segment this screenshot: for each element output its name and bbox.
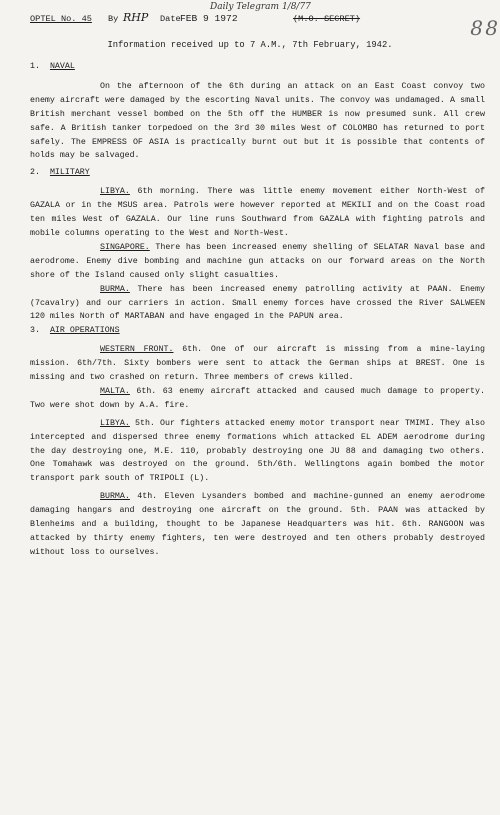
western-front-text: 6th. One of our aircraft is missing from a mine-laying mission. 6th/7th. Sixty bombers were sent to attack the German ships at BREST. One is missing and two crashed on return. Three members of crews killed. (30, 345, 485, 383)
burma-heading: BURMA. (100, 284, 130, 294)
by-initials: RHP (123, 11, 149, 24)
section-title: MILITARY (49, 168, 90, 178)
air-libya-paragraph (30, 417, 485, 487)
margin-note: 8 8 (470, 16, 496, 40)
information-line: Information received up to 7 A.M., 7th February, 1942. (107, 40, 393, 50)
section-air-heading (30, 324, 485, 338)
section-naval-heading (30, 60, 485, 74)
burma-text: There has been increased enemy patrolling activity at PAAN. Enemy (7cavalry) and our carriers in action. Small enemy forces have crossed the River SALWEEN 120 miles North of MARTABAN and have engaged in the PAPUN area. (30, 284, 485, 322)
document-body (30, 60, 485, 560)
military-libya-paragraph (30, 185, 485, 241)
singapore-text: There has been increased enemy shelling of SELATAR Naval base and aerodrome. Enemy dive bombing and machine gun attacks on our forward areas on the North shore of the Island caused only slight casualties. (30, 242, 485, 280)
air-malta-paragraph (30, 385, 485, 413)
air-libya-text: 5th. Our fighters attacked enemy motor transport near TMIMI. They also intercepted and dispersed three enemy formations which attacked EL ADEM aerodrome during the day destroying one, M.E. 110, probably destroying one JU 88 and damaging two others. One Tomahawk was destroyed on the ground. 5th/6th. Wellingtons again bombed the motor transport park south of TRIPOLI (L). (30, 418, 485, 484)
section-title: NAVAL (49, 62, 75, 71)
singapore-heading: SINGAPORE. (100, 242, 150, 252)
section-number: 1. (30, 62, 40, 71)
date-label: Date (160, 14, 181, 24)
air-burma-text: 4th. Eleven Lysanders bombed and machine-gunned an enemy aerodrome damaging hangars and destroying one aircraft on the ground. 5th. PAAN was attacked by Blenheims and a building, thought to be Japanese Headquarters was hit. 6th. RANGOON was attacked by thirty enemy fighters, ten were destroyed and ten others probably destroyed without loss to ourselves. (30, 492, 485, 557)
section-title: AIR OPERATIONS (49, 326, 120, 336)
classification-marking: (M.O. SECRET) (293, 14, 361, 24)
malta-heading: MALTA. (100, 386, 130, 396)
section-number: 2. (30, 168, 40, 178)
air-libya-heading: LIBYA. (100, 418, 130, 428)
handwritten-scrawl: Daily Telegram 1/8/77 (210, 2, 311, 12)
air-burma-heading: BURMA. (100, 492, 130, 502)
malta-text: 6th. 63 enemy aircraft attacked and caused much damage to property. Two were shot down by A.A. fire. (30, 386, 485, 410)
military-burma-paragraph (30, 283, 485, 325)
header-row (30, 11, 500, 32)
military-singapore-paragraph (30, 241, 485, 283)
libya-heading: LIBYA. (100, 187, 130, 197)
western-front-heading: WESTERN FRONT. (100, 345, 174, 355)
section-number: 3. (30, 326, 40, 336)
date-stamp: FEB 9 1972 (180, 13, 238, 24)
section-military-heading (30, 166, 485, 180)
libya-text: 6th morning. There was little enemy movement either North-West of GAZALA or in the MSUS area. Patrols were however reported at MEKILI and on the Coast road ten miles West of GAZALA. Our line runs Southward from GAZALA with fighting patrols and mobile columns operating to the West and North-West. (30, 187, 485, 238)
air-burma-paragraph (30, 490, 485, 560)
air-western-front-paragraph (30, 343, 485, 385)
by-label: By (108, 14, 119, 24)
optel-number: OPTEL No. 45 (30, 14, 92, 24)
naval-paragraph: On the afternoon of the 6th during an attack on an East Coast convoy two enemy aircraft were damaged by the escorting Naval units. The convoy was undamaged. A small British merchant vessel bombed on the 5th off the HUMBER is now presumed sunk. All crew safe. A British tanker torpedoed on the 3rd 30 miles West of COLOMBO has returned to port safely. The EMPRESS OF ASIA is practically burnt out but it is possible that contents of holds may be salvaged. (30, 81, 485, 161)
